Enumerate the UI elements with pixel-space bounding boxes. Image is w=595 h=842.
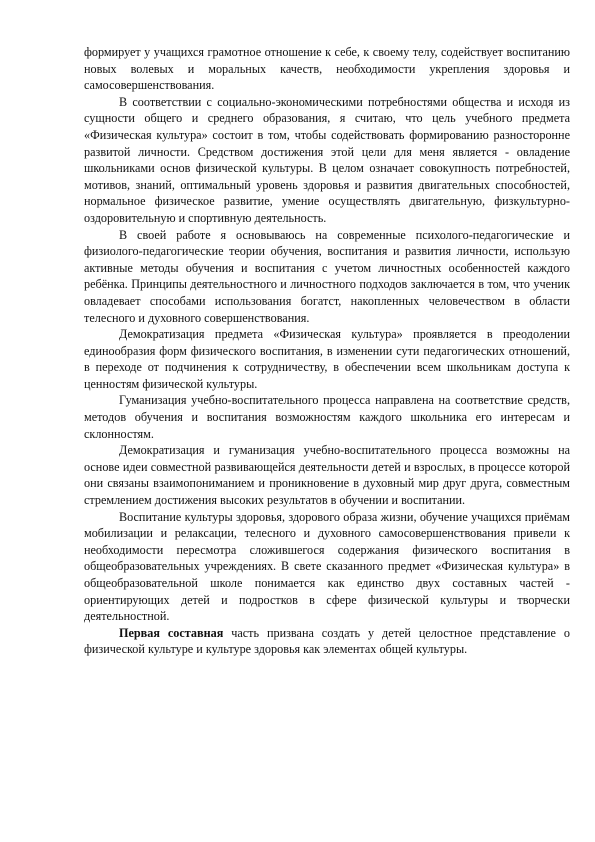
paragraph-3: В своей работе я основываюсь на современные психолого-педагогические и физиолого-педагогические теории обучения, воспитания и развития личности, использую активные методы обучения и воспитания с учетом личностных особенностей каждого ребёнка. Принципы деятельностного и личностного подходов заключается в том, что ученик овладевает способами использования богатст, накопленных человечеством в области телесного и духовного совершенствования. [84, 227, 570, 325]
paragraph-8-text: часть призвана создать у детей целостное представление о физической культуре и культуре здоровья как элементах общей культуры. [84, 625, 570, 657]
paragraph-8-bold-lead: Первая составная [119, 625, 224, 640]
paragraph-6: Демократизация и гуманизация учебно-воспитательного процесса возможны на основе идеи совместной развивающейся деятельности детей и взрослых, в процессе которой они связаны взаимопониманием и проникновение в духовный мир друг друга, совместным стремлением достижения высоких результатов в обучении и воспитании. [84, 443, 570, 508]
paragraph-5: Гуманизация учебно-воспитательного процесса направлена на соответствие средств, методов обучения и воспитания возможностям каждого школьника его интересам и склонностям. [84, 393, 570, 441]
paragraph-7: Воспитание культуры здоровья, здорового образа жизни, обучение учащихся приёмам мобилизации и релаксации, телесного и духовного самосовершенствования привели к необходимости пересмотра сложившегося содержания физического воспитания в общеобразовательных учреждениях. В свете сказанного предмет «Физическая культура» в общеобразовательной школе понимается как единство двух составных частей - ориентирующих детей и подростков в сфере физической культуры и творчески деятельностной. [84, 509, 570, 624]
document-page [84, 44, 570, 658]
paragraph-2: В соответствии с социально-экономическими потребностями общества и исходя из сущности общего и среднего образования, я считаю, что цель учебного предмета «Физическая культура» состоит в том, чтобы содействовать формированию разносторонне развитой личности. Средством достижения этой цели для меня является - овладение школьниками основ физической культуры. В целом означает совокупность потребностей, мотивов, знаний, оптимальный уровень здоровья и развития двигательных способностей, нормальное физическое развитие, умение осуществлять двигательную, физкультурно-оздоровительную и спортивную деятельность. [84, 94, 570, 225]
paragraph-8 [84, 625, 570, 658]
paragraph-1: формирует у учащихся грамотное отношение к себе, к своему телу, содействует воспитанию новых волевых и моральных качеств, необходимости укрепления здоровья и самосовершенствования. [84, 45, 570, 93]
paragraph-4: Демократизация предмета «Физическая культура» проявляется в преодолении единообразия форм физического воспитания, в изменении сути педагогических отношений, в переходе от подчинения к сотрудничеству, в обеспечении всем школьникам доступа к ценностям физической культуры. [84, 327, 570, 391]
